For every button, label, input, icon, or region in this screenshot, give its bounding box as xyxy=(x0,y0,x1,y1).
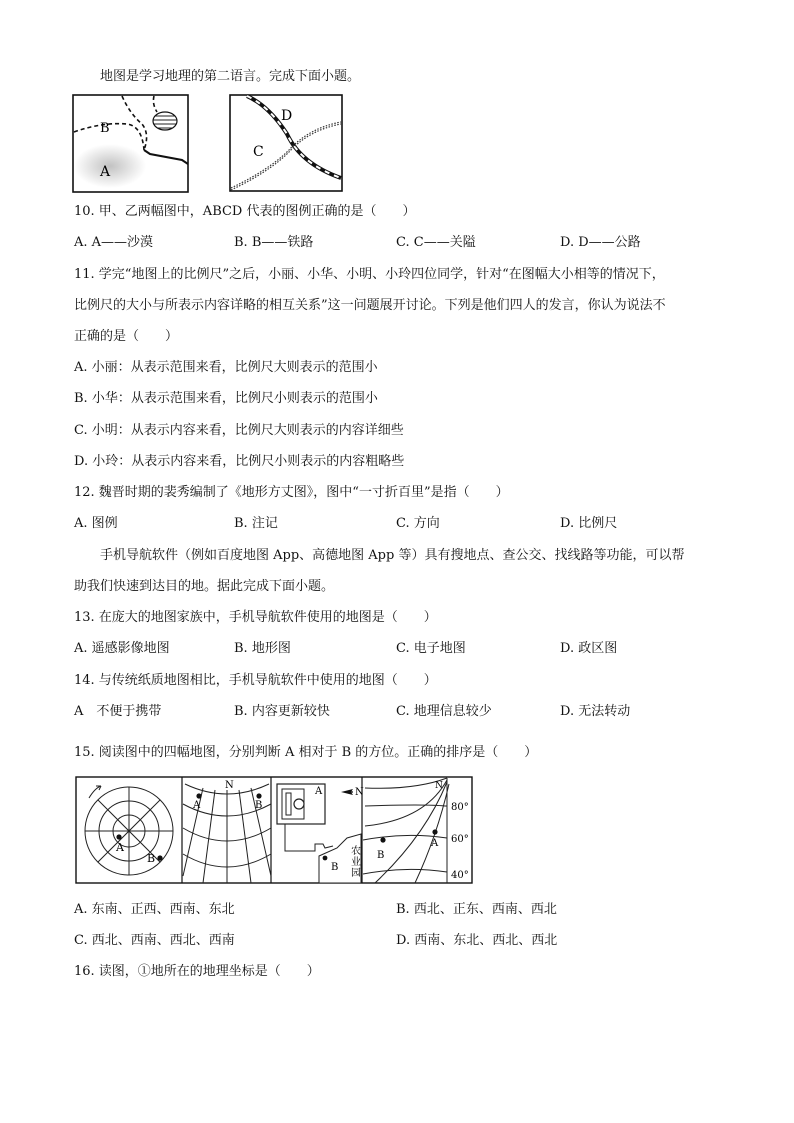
intro2-line-1: 手机导航软件（例如百度地图 App、高德地图 App 等）具有搜地点、查公交、找线路等功能，可以帮 xyxy=(100,548,685,563)
p4-label-b: B xyxy=(377,850,385,861)
q11-stem-line-3: 正确的是（ ） xyxy=(74,329,179,344)
q10-option-b[interactable]: B. B——铁路 xyxy=(234,235,314,250)
p3-farm-3: 园 xyxy=(351,868,361,879)
intro2-line-2: 助我们快速到达目的地。据此完成下面小题。 xyxy=(74,579,335,594)
q11-stem-line-2: 比例尺的大小与所表示内容详略的相互关系”这一问题展开讨论。下列是他们四人的发言，你认为说法不 xyxy=(74,298,666,313)
q12-stem: 12. 魏晋时期的裴秀编制了《地形方丈图》，图中“一寸折百里”是指（ ） xyxy=(74,485,509,500)
q15-option-c[interactable]: C. 西北、西南、西北、西南 xyxy=(74,933,235,948)
q10-option-d[interactable]: D. D——公路 xyxy=(560,235,641,250)
q10-option-a[interactable]: A. A——沙漠 xyxy=(74,235,154,250)
map1-label-b: B xyxy=(100,121,110,136)
q12-option-b[interactable]: B. 注记 xyxy=(234,516,278,531)
q14-option-d[interactable]: D. 无法转动 xyxy=(560,704,631,719)
q15-figure xyxy=(75,776,475,886)
p1-label-a: A xyxy=(116,841,124,854)
q11-option-d[interactable]: D. 小玲：从表示内容来看，比例尺小则表示的内容粗略些 xyxy=(74,454,405,469)
q15-option-b[interactable]: B. 西北、正东、西南、西北 xyxy=(396,902,557,917)
q13-option-c[interactable]: C. 电子地图 xyxy=(396,641,466,656)
q13-option-d[interactable]: D. 政区图 xyxy=(560,641,618,656)
p4-label-a: A xyxy=(431,838,439,849)
q14-stem: 14. 与传统纸质地图相比，手机导航软件中使用的地图（ ） xyxy=(74,673,437,688)
p2-label-b: B xyxy=(255,800,263,811)
q13-option-b[interactable]: B. 地形图 xyxy=(234,641,291,656)
p4-lat-80: 80° xyxy=(451,802,469,813)
p4-lat-40: 40° xyxy=(451,870,469,881)
q10-option-c[interactable]: C. C——关隘 xyxy=(396,235,476,250)
q10-stem: 10. 甲、乙两幅图中，ABCD 代表的图例正确的是（ ） xyxy=(74,204,416,219)
q14-option-b[interactable]: B. 内容更新较快 xyxy=(234,704,330,719)
p4-lat-60: 60° xyxy=(451,834,469,845)
q11-option-a[interactable]: A. 小丽：从表示范围来看，比例尺大则表示的范围小 xyxy=(74,360,378,375)
map2-label-c: C xyxy=(253,144,264,160)
q12-option-c[interactable]: C. 方向 xyxy=(396,516,440,531)
q13-stem: 13. 在庞大的地图家族中，手机导航软件使用的地图是（ ） xyxy=(74,610,437,625)
p3-farm-2: 业 xyxy=(351,857,361,868)
q15-option-d[interactable]: D. 西南、东北、西北、西北 xyxy=(396,933,558,948)
p2-label-a: A xyxy=(193,800,201,811)
q11-stem-line-1: 11. 学完“地图上的比例尺”之后，小丽、小华、小明、小玲四位同学，针对“在图幅大小相等的情况下， xyxy=(74,267,665,282)
q15-stem: 15. 阅读图中的四幅地图，分别判断 A 相对于 B 的方位。正确的排序是（ ） xyxy=(74,745,538,760)
q12-option-d[interactable]: D. 比例尺 xyxy=(560,516,618,531)
q15-option-a[interactable]: A. 东南、正西、西南、东北 xyxy=(74,902,235,917)
q13-option-a[interactable]: A. 遥感影像地图 xyxy=(74,641,170,656)
figure-map-1 xyxy=(72,94,192,194)
p3-label-n: N xyxy=(355,787,364,798)
p2-label-n: N xyxy=(225,780,234,791)
q14-option-a[interactable]: A 不便于携带 xyxy=(74,704,162,719)
q12-option-a[interactable]: A. 图例 xyxy=(74,516,118,531)
p3-farm-1: 农 xyxy=(351,846,361,857)
intro-text: 地图是学习地理的第二语言。完成下面小题。 xyxy=(100,69,361,84)
p3-label-b: B xyxy=(331,862,339,873)
q11-option-c[interactable]: C. 小明：从表示内容来看，比例尺大则表示的内容详细些 xyxy=(74,423,404,438)
p1-label-b: B xyxy=(147,852,156,865)
q11-option-b[interactable]: B. 小华：从表示范围来看，比例尺小则表示的范围小 xyxy=(74,391,378,406)
p4-label-n: N xyxy=(435,781,443,791)
figure-map-2 xyxy=(229,94,345,194)
q15-panel-1 xyxy=(85,786,173,875)
map2-label-d: D xyxy=(281,108,293,124)
p3-label-a: A xyxy=(315,786,323,797)
q16-stem: 16. 读图，①地所在的地理坐标是（ ） xyxy=(74,964,320,979)
q14-option-c[interactable]: C. 地理信息较少 xyxy=(396,704,492,719)
map1-label-a: A xyxy=(100,164,111,180)
